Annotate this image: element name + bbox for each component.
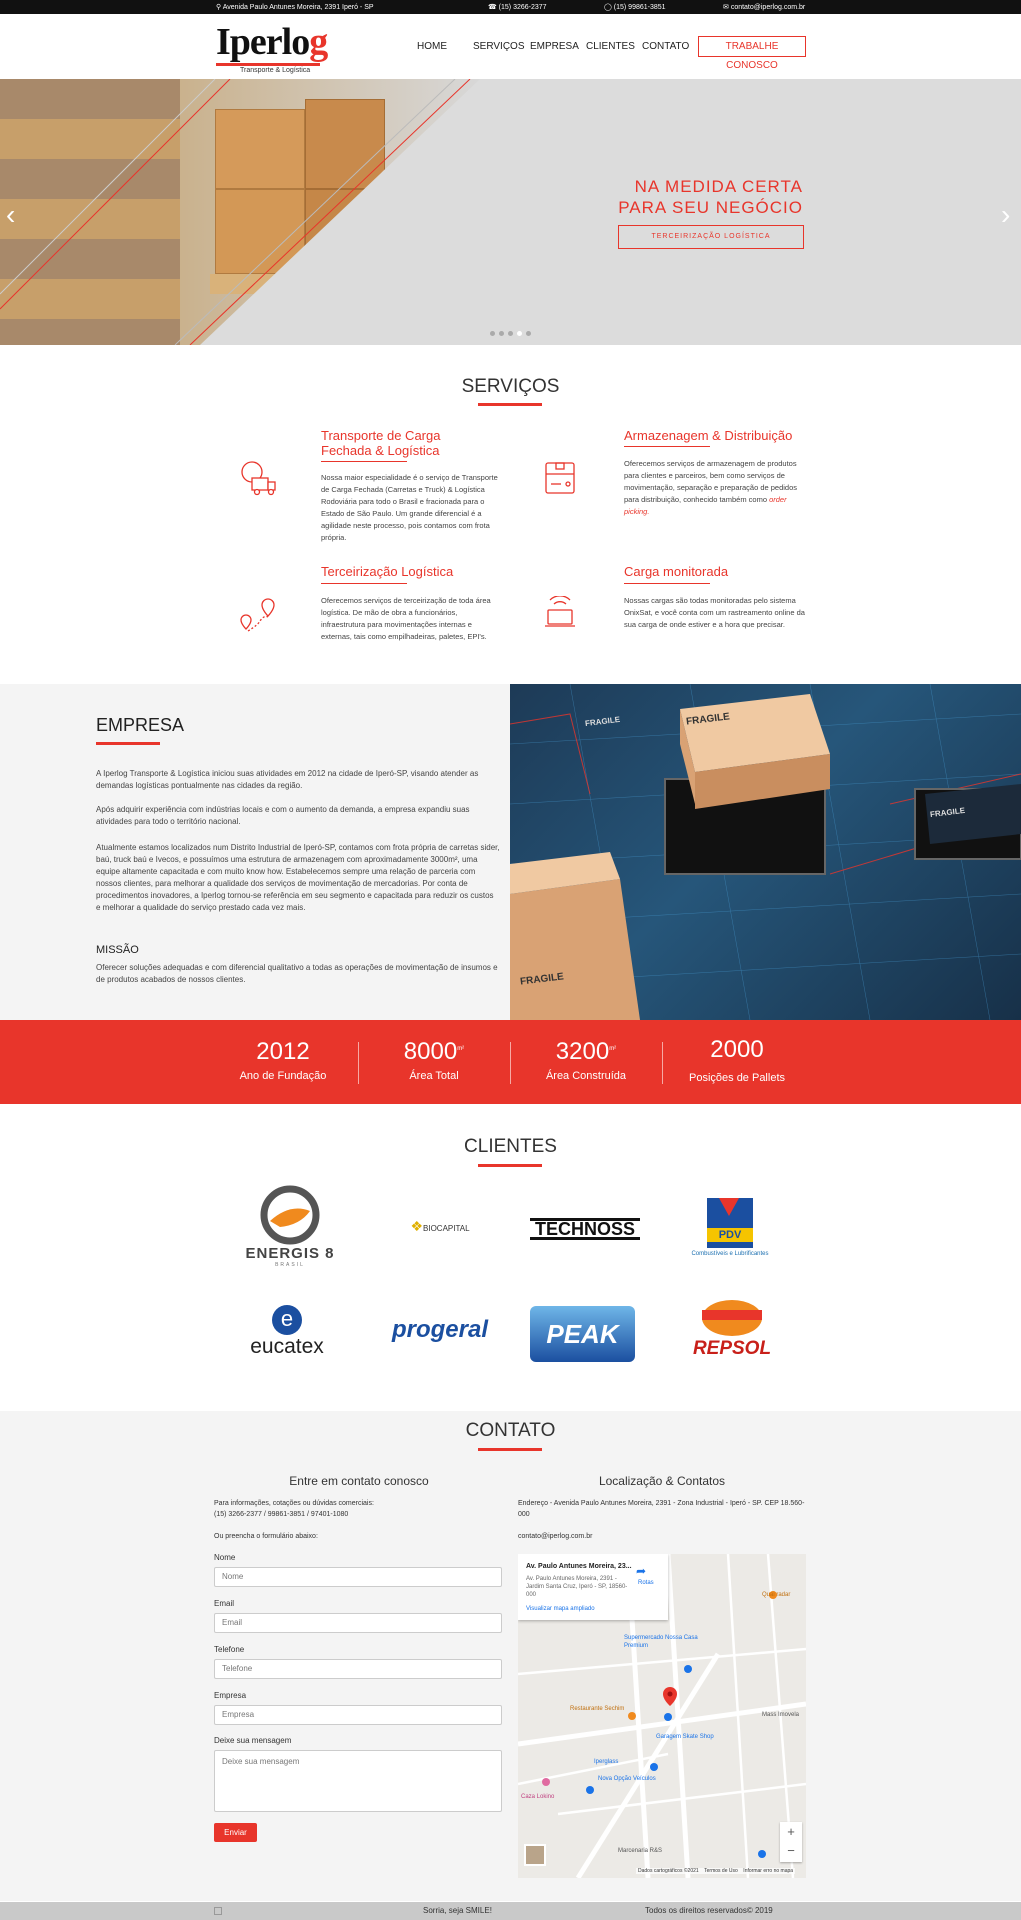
map-place-label[interactable]: Iperglass (594, 1759, 619, 1765)
servico-text-terceirizacao: Oferecemos serviços de terceirização de toda área logística. De mão de obra a funcionários, infraestrutura para movimentações internas e externas, tais como empilhadeiras, paletes, EPI's. (321, 596, 491, 641)
map-place-label[interactable]: Quai radar (762, 1592, 791, 1598)
servico-underline (321, 461, 407, 462)
map-zoom-control (780, 1822, 802, 1862)
field-label-nome: Nome (214, 1553, 236, 1562)
empresa-paragraph: Após adquirir experiência com indústrias locais e com o aumento da demanda, a empresa expandiu suas atividades para todo o território nacional. (96, 805, 470, 826)
servicos-underline (478, 403, 542, 406)
google-map[interactable] (518, 1554, 806, 1878)
nav-home[interactable]: HOME (417, 41, 447, 52)
client-logo-biocapital: ❖BIOCAPITAL (410, 1218, 470, 1234)
truck-icon (238, 458, 278, 498)
stat-label: Ano de Fundação (239, 1070, 327, 1082)
terceirizacao-button[interactable]: TERCEIRIZAÇÃO LOGÍSTICA (618, 225, 804, 249)
clientes-underline (478, 1164, 542, 1167)
servico-text-armazenagem: Oferecemos serviços de armazenagem de produtos para clientes e parceiros, bem como serviços de movimentação, separação e preparação de pedidos para distribuição, conhecido também como order picking. (624, 459, 798, 516)
hero-headline: NA MEDIDA CERTA PARA SEU NEGÓCIO (618, 177, 803, 217)
mensagem-textarea[interactable]: Deixe sua mensagem (214, 1750, 502, 1812)
missao-title: MISSÃO (96, 944, 139, 956)
slider-dot[interactable] (490, 331, 495, 336)
fragile-label: FRAGILE (685, 711, 731, 728)
nav-clientes[interactable]: CLIENTES (586, 41, 635, 52)
email-input[interactable]: Email (214, 1613, 502, 1633)
client-logo-technoss: TECHNOSS (530, 1218, 640, 1240)
topbar-phone[interactable]: ☎ (15) 3266-2377 (488, 4, 547, 11)
map-attribution: Dados cartográficos ©2021 Termos de Uso Informar erro no mapa (638, 1868, 794, 1874)
topbar-address: ⚲ Avenida Paulo Antunes Moreira, 2391 Iperó - SP (216, 4, 374, 11)
map-zoom-in-button[interactable]: + (787, 1824, 795, 1839)
stat-label: Área Total (409, 1070, 459, 1082)
contato-email[interactable]: contato@iperlog.com.br (518, 1533, 593, 1540)
empresa-input[interactable]: Empresa (214, 1705, 502, 1725)
client-logo-pdv: PDV Combustíveis e Lubrificantes (680, 1198, 780, 1257)
missao-text: Oferecer soluções adequadas e com diferencial qualitativo a todas as operações de movimentação de insumos e de produtos acabados de nossos clientes. (96, 963, 498, 984)
empresa-image (510, 684, 1021, 1020)
laptop-signal-icon (543, 596, 577, 630)
fragile-label: FRAGILE (584, 714, 621, 729)
map-bigger-link[interactable]: Visualizar mapa ampliado (526, 1606, 595, 1612)
enviar-button[interactable]: Enviar (214, 1823, 257, 1842)
route-icon (238, 595, 278, 635)
fragile-label: FRAGILE (929, 805, 966, 820)
map-card-title: Av. Paulo Antunes Moreira, 23... (526, 1563, 632, 1570)
map-satellite-thumbnail[interactable] (524, 1844, 546, 1866)
client-logo-peak: PEAK (530, 1306, 635, 1362)
map-info-card (518, 1554, 668, 1620)
contato-info-label: Para informações, cotações ou dúvidas comerciais: (214, 1500, 374, 1507)
stat-value: 2012 (256, 1038, 310, 1065)
servicos-title: SERVIÇOS (461, 376, 560, 397)
map-place-label[interactable]: Marcenaria R&S (618, 1848, 663, 1854)
map-place-label[interactable]: Restaurante Sechim (570, 1706, 625, 1712)
map-routes-link[interactable]: Rotas (638, 1580, 654, 1586)
servico-underline (321, 583, 407, 584)
field-label-empresa: Empresa (214, 1691, 247, 1700)
map-place-label[interactable]: Caza Lokino (521, 1794, 555, 1800)
contato-underline (478, 1448, 542, 1451)
nav-contato[interactable]: CONTATO (642, 41, 690, 52)
telefone-input[interactable]: Telefone (214, 1659, 502, 1679)
nome-input[interactable]: Nome (214, 1567, 502, 1587)
topbar-email[interactable]: ✉ contato@iperlog.com.br (723, 4, 806, 11)
servico-text-carga-monitorada: Nossas cargas são todas monitoradas pelo sistema OnixSat, e você conta com um rastreamento online da sua carga de onde estiver e a hora que precisar. (624, 596, 805, 629)
header (0, 14, 1021, 79)
top-bar (0, 0, 1021, 14)
map-place-label[interactable]: Garagem Skate Shop (656, 1734, 714, 1740)
stat-label: Posições de Pallets (689, 1072, 785, 1084)
client-logo-eucatex: e eucatex (250, 1306, 324, 1358)
directions-icon[interactable]: ➦ (636, 1564, 647, 1578)
hero-diagonal-lines (0, 79, 1021, 345)
contato-title: CONTATO (465, 1420, 556, 1441)
footer-image-icon (214, 1907, 222, 1915)
footer-slogan: Sorria, seja SMILE! (423, 1906, 492, 1915)
contato-section (0, 1411, 1021, 1901)
map-place-label[interactable]: Nova Opção Veículos (598, 1776, 656, 1782)
servico-title-armazenagem: Armazenagem & Distribuição (624, 428, 793, 443)
empresa-paragraph: A Iperlog Transporte & Logística iniciou suas atividades em 2012 na cidade de Iperó-SP, visando atender as demandas logísticas pontualmente nas cidades da região. (96, 769, 479, 790)
slider-dot-active[interactable] (517, 331, 522, 336)
servico-title-terceirizacao: Terceirização Logística (321, 564, 454, 579)
hero-prev-arrow[interactable]: ‹ (6, 199, 16, 230)
empresa-paragraph: Atualmente estamos localizados num Distrito Industrial de Iperó-SP, contamos com frota própria de carretas sider, baú, truck baú e Ivecos, e possuímos uma estrutura de armazenagem com aproximadamente 3000m², uma equipe altamente capacitada e com muito know how. Estabelecemos sempre uma relação de parceria com nossos clientes, para melhorar a qualidade dos serviços de movimentação de mercadorias. Por conta de procedimentos inovadores, a Iperlog tornou-se referência em seu segmento e capacitada para reduzir os custos e melhorar a qualidade do serviço prestado cada vez mais. (96, 843, 500, 912)
empresa-title: EMPRESA (96, 715, 185, 735)
map-card-address: Av. Paulo Antunes Moreira, 2391 - Jardim Santa Cruz, Iperó - SP, 18560-000 (526, 1576, 628, 1598)
contato-address: Endereço - Avenida Paulo Antunes Moreira, 2391 - Zona Industrial - Iperó - SP. CEP 18.560-000 (518, 1500, 805, 1518)
stat-value: $8000^{m^2}$ (403, 1038, 465, 1065)
logo[interactable]: Iperlog Transporte & Logística (216, 21, 328, 74)
footer-copyright: Todos os direitos reservados© 2019 (645, 1906, 773, 1915)
clientes-title: CLIENTES (464, 1136, 557, 1157)
empresa-section (0, 684, 510, 1020)
map-zoom-out-button[interactable]: − (787, 1843, 795, 1858)
slider-dot[interactable] (508, 331, 513, 336)
map-place-label[interactable]: Mass Imovela (762, 1712, 800, 1718)
box-icon (543, 460, 577, 496)
fragile-label: FRAGILE (519, 971, 565, 988)
hero-next-arrow[interactable]: › (1001, 199, 1011, 230)
servico-title-transporte: Transporte de Carga Fechada & Logística (321, 428, 441, 458)
empresa-underline (96, 742, 160, 745)
contato-left-heading: Entre em contato conosco (289, 1474, 429, 1488)
client-logo-progeral: progeral (391, 1316, 489, 1343)
client-logo-repsol: REPSOL (680, 1300, 784, 1360)
contato-right-heading: Localização & Contatos (598, 1474, 726, 1488)
footer (0, 1902, 1021, 1920)
hero-slider (0, 79, 1021, 345)
contato-info-phones: (15) 3266-2377 / 99861-3851 / 97401-1080 (214, 1511, 349, 1518)
servico-text-transporte: Nossa maior especialidade é o serviço de Transporte de Carga Fechada (Carretas e Truck) & Logística Rodoviária para todo o Brasil e fracionada para o Estado de São Paulo. Um grande diferencial é a agilidade neste processo, pois contamos com frota própria. (321, 473, 498, 542)
servico-title-carga-monitorada: Carga monitorada (624, 564, 729, 579)
slider-dot[interactable] (499, 331, 504, 336)
field-label-telefone: Telefone (214, 1645, 245, 1654)
stat-label: Área Construída (545, 1070, 627, 1082)
servico-underline (624, 446, 710, 447)
field-label-mensagem: Deixe sua mensagem (214, 1736, 292, 1745)
stat-value: 2000 (710, 1036, 764, 1063)
servico-underline (624, 583, 710, 584)
stats-band (0, 1020, 1021, 1104)
nav-empresa[interactable]: EMPRESA (530, 41, 579, 52)
slider-dot[interactable] (526, 331, 531, 336)
contato-info-form-hint: Ou preencha o formulário abaixo: (214, 1533, 318, 1540)
map-place-label[interactable]: Supermercado Nossa Casa Premium (624, 1635, 698, 1649)
topbar-whatsapp[interactable]: ◯ (15) 99861-3851 (604, 4, 666, 11)
nav-servicos[interactable]: SERVIÇOS (473, 41, 525, 52)
field-label-email: Email (214, 1599, 235, 1608)
client-logo-energis: ENERGIS 8 BRASIL (240, 1185, 340, 1275)
trabalhe-conosco-button[interactable]: TRABALHE CONOSCO (698, 36, 806, 57)
stat-value: $3200^{m^2}$ (555, 1038, 617, 1065)
